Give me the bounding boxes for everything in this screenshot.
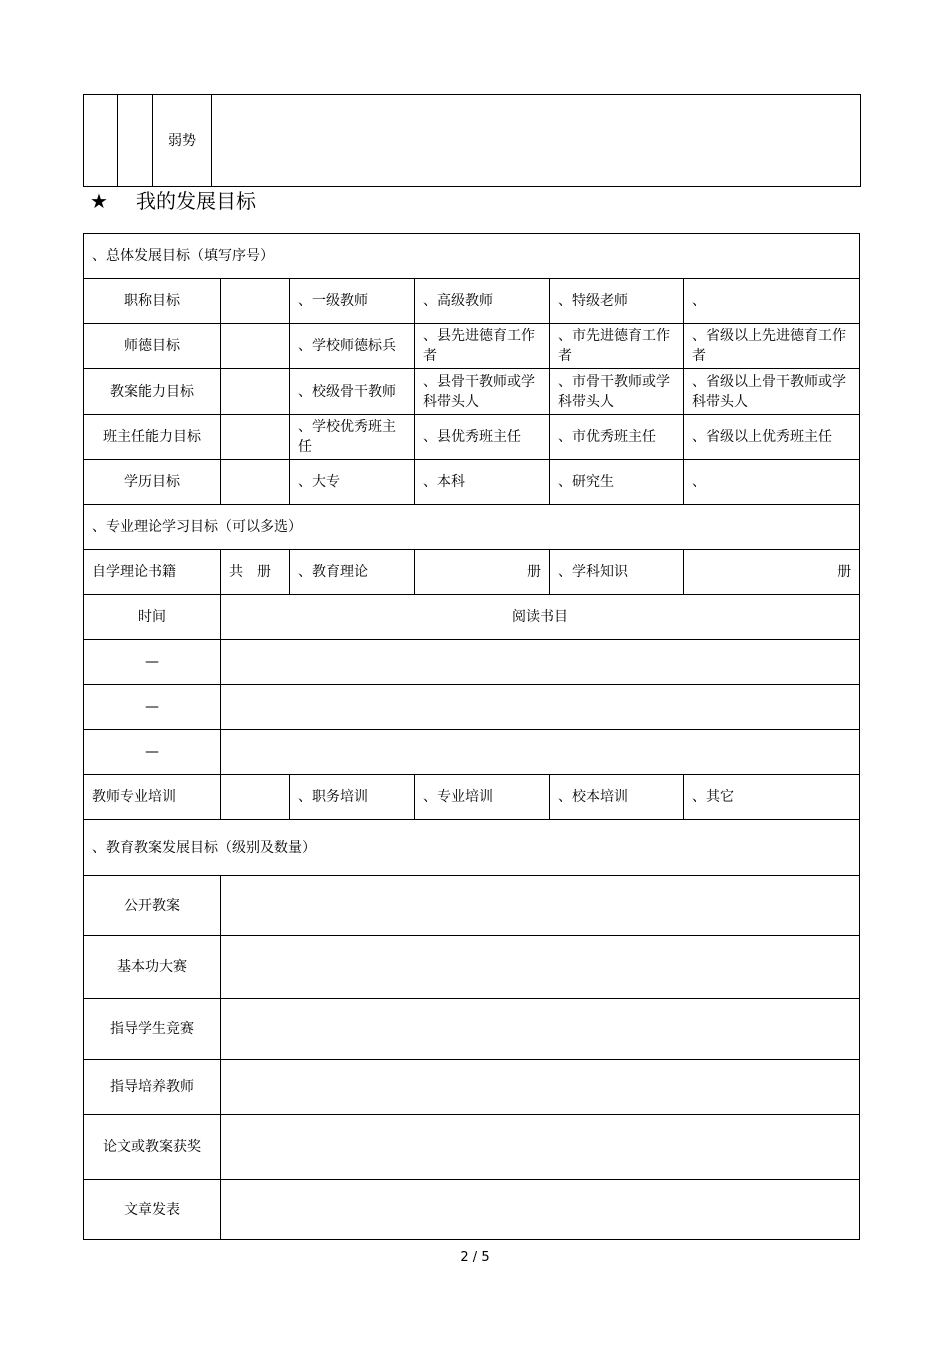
content-cell[interactable]	[221, 936, 860, 999]
option-cell: 、一级教师	[290, 279, 415, 324]
books-total[interactable]: 共 册	[221, 550, 290, 595]
option-cell: 、县优秀班主任	[415, 415, 550, 460]
option-cell: 、省级以上优秀班主任	[684, 415, 860, 460]
row-label: 论文或教案获奖	[84, 1115, 221, 1180]
option-cell: 、县骨干教师或学科带头人	[415, 369, 550, 415]
page-number: 2 / 5	[460, 1250, 490, 1265]
reading-cell[interactable]	[221, 730, 860, 775]
reading-cell[interactable]	[221, 685, 860, 730]
option-cell: 、本科	[415, 460, 550, 505]
edu-theory-label: 、教育理论	[290, 550, 415, 595]
input-cell[interactable]	[221, 415, 290, 460]
row-label: 学历目标	[84, 460, 221, 505]
input-cell[interactable]	[221, 775, 290, 820]
table-row	[84, 685, 860, 730]
row-label: 班主任能力目标	[84, 415, 221, 460]
option-cell: 、市先进德育工作者	[550, 324, 684, 369]
input-cell[interactable]	[221, 369, 290, 415]
training-label: 教师专业培训	[84, 775, 221, 820]
table-row	[84, 460, 860, 505]
option-cell: 、省级以上骨干教师或学科带头人	[684, 369, 860, 415]
option-cell: 、学校优秀班主任	[290, 415, 415, 460]
table-row	[84, 775, 860, 820]
overall-goals-header: 、总体发展目标（填写序号）	[84, 234, 860, 279]
option-cell: 、校级骨干教师	[290, 369, 415, 415]
reading-cell[interactable]	[221, 640, 860, 685]
table-row	[84, 1115, 860, 1180]
weakness-label: 弱势	[153, 95, 212, 187]
table-row	[84, 999, 860, 1060]
option-cell: 、研究生	[550, 460, 684, 505]
study-goals-header: 、专业理论学习目标（可以多选）	[84, 505, 860, 550]
input-cell[interactable]	[221, 460, 290, 505]
content-cell[interactable]	[221, 1115, 860, 1180]
books-label: 自学理论书籍	[84, 550, 221, 595]
option-cell: 、县先进德育工作者	[415, 324, 550, 369]
section-heading	[90, 186, 256, 216]
table-row	[84, 550, 860, 595]
table-row	[84, 279, 860, 324]
table-row	[84, 1060, 860, 1115]
row-label: 指导培养教师	[84, 1060, 221, 1115]
row-label: 职称目标	[84, 279, 221, 324]
star-icon: ★	[90, 189, 108, 213]
option-cell: 、校本培训	[550, 775, 684, 820]
subject-knowledge-label: 、学科知识	[550, 550, 684, 595]
section-title: 我的发展目标	[136, 189, 256, 213]
option-cell: 、职务培训	[290, 775, 415, 820]
weakness-content[interactable]	[212, 95, 861, 187]
time-label: 时间	[84, 595, 221, 640]
table-row	[84, 640, 860, 685]
blank-cell	[118, 95, 153, 187]
option-cell: 、高级教师	[415, 279, 550, 324]
row-label: 师德目标	[84, 324, 221, 369]
option-cell: 、市骨干教师或学科带头人	[550, 369, 684, 415]
option-cell: 、其它	[684, 775, 860, 820]
blank-cell	[84, 95, 118, 187]
table-row	[84, 369, 860, 415]
option-cell: 、专业培训	[415, 775, 550, 820]
content-cell[interactable]	[221, 999, 860, 1060]
time-cell[interactable]: —	[84, 730, 221, 775]
option-cell: 、市优秀班主任	[550, 415, 684, 460]
table-row	[84, 324, 860, 369]
edu-theory-count[interactable]: 册	[415, 550, 550, 595]
reading-label: 阅读书目	[221, 595, 860, 640]
option-cell: 、	[684, 460, 860, 505]
option-cell: 、	[684, 279, 860, 324]
content-cell[interactable]	[221, 876, 860, 936]
time-cell[interactable]: —	[84, 685, 221, 730]
content-cell[interactable]	[221, 1060, 860, 1115]
time-cell[interactable]: —	[84, 640, 221, 685]
subject-knowledge-count[interactable]: 册	[684, 550, 860, 595]
table-row	[84, 936, 860, 999]
input-cell[interactable]	[221, 279, 290, 324]
teaching-goals-header: 、教育教案发展目标（级别及数量）	[84, 820, 860, 876]
content-cell[interactable]	[221, 1180, 860, 1240]
input-cell[interactable]	[221, 324, 290, 369]
table-row	[84, 876, 860, 936]
table-row	[84, 730, 860, 775]
row-label: 公开教案	[84, 876, 221, 936]
option-cell: 、特级老师	[550, 279, 684, 324]
option-cell: 、大专	[290, 460, 415, 505]
option-cell: 、省级以上先进德育工作者	[684, 324, 860, 369]
row-label: 基本功大赛	[84, 936, 221, 999]
row-label: 教案能力目标	[84, 369, 221, 415]
row-label: 指导学生竞赛	[84, 999, 221, 1060]
development-goals-table	[83, 233, 860, 1240]
table-row	[84, 415, 860, 460]
table-row	[84, 595, 860, 640]
strengths-weaknesses-table	[83, 94, 861, 187]
table-row	[84, 1180, 860, 1240]
option-cell: 、学校师德标兵	[290, 324, 415, 369]
row-label: 文章发表	[84, 1180, 221, 1240]
